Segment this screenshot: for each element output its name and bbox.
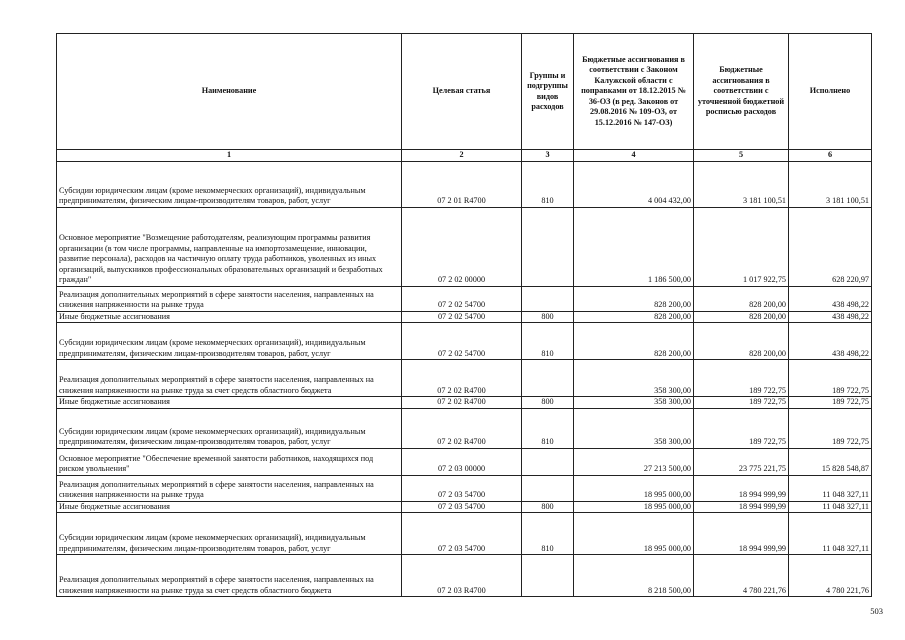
row-executed-amount: 189 722,75 <box>789 408 872 448</box>
row-target-code: 07 2 03 00000 <box>402 448 522 475</box>
row-name: Иные бюджетные ассигнования <box>57 397 402 409</box>
row-group-code <box>522 555 574 597</box>
row-group-code: 810 <box>522 323 574 360</box>
row-group-code <box>522 475 574 501</box>
table-row <box>57 555 872 597</box>
row-name: Иные бюджетные ассигнования <box>57 501 402 513</box>
row-group-code: 800 <box>522 311 574 323</box>
row-group-code: 800 <box>522 397 574 409</box>
row-name: Субсидии юридическим лицам (кроме некоммерческих организаций), индивидуальным предпринимателям, физическим лицам-производителям товаров, работ, услуг <box>57 513 402 555</box>
row-name: Иные бюджетные ассигнования <box>57 311 402 323</box>
table-row <box>57 360 872 397</box>
table-row <box>57 513 872 555</box>
column-number: 1 <box>57 150 402 162</box>
row-target-code: 07 2 01 R4700 <box>402 161 522 207</box>
row-executed-amount: 189 722,75 <box>789 360 872 397</box>
row-group-code: 810 <box>522 513 574 555</box>
row-refined-amount: 18 994 999,99 <box>694 475 789 501</box>
column-number: 3 <box>522 150 574 162</box>
row-group-code <box>522 207 574 286</box>
row-name: Реализация дополнительных мероприятий в сфере занятости населения, направленных на снижения напряженности на рынке труда за счет средств областного бюджета <box>57 360 402 397</box>
table-row <box>57 448 872 475</box>
row-law-amount: 828 200,00 <box>574 286 694 311</box>
budget-table <box>56 33 872 597</box>
table-row <box>57 311 872 323</box>
row-target-code: 07 2 02 54700 <box>402 311 522 323</box>
row-executed-amount: 189 722,75 <box>789 397 872 409</box>
row-refined-amount: 1 017 922,75 <box>694 207 789 286</box>
row-executed-amount: 4 780 221,76 <box>789 555 872 597</box>
row-name: Основное мероприятие "Возмещение работодателям, реализующим программы развития организации (в том числе программы, направленные на импортозамещение, инновации, развитие персонала), расходов на частичную оплату труда работников, уволенных из иных организаций, выпускников профессиональных образовательных организаций и безработных граждан" <box>57 207 402 286</box>
row-executed-amount: 438 498,22 <box>789 323 872 360</box>
row-law-amount: 18 995 000,00 <box>574 513 694 555</box>
header-target-article: Целевая статья <box>402 34 522 150</box>
row-executed-amount: 438 498,22 <box>789 286 872 311</box>
table-row <box>57 501 872 513</box>
row-executed-amount: 3 181 100,51 <box>789 161 872 207</box>
table-row <box>57 161 872 207</box>
row-executed-amount: 438 498,22 <box>789 311 872 323</box>
row-name: Реализация дополнительных мероприятий в сфере занятости населения, направленных на снижения напряженности на рынке труда за счет средств областного бюджета <box>57 555 402 597</box>
table-row <box>57 323 872 360</box>
header-row <box>57 34 872 150</box>
row-law-amount: 358 300,00 <box>574 397 694 409</box>
row-law-amount: 358 300,00 <box>574 408 694 448</box>
table-row <box>57 207 872 286</box>
header-refined-allocations: Бюджетные ассигнования в соответствии с уточненной бюджетной росписью расходов <box>694 34 789 150</box>
row-refined-amount: 828 200,00 <box>694 323 789 360</box>
row-group-code: 800 <box>522 501 574 513</box>
row-target-code: 07 2 03 54700 <box>402 513 522 555</box>
row-refined-amount: 189 722,75 <box>694 360 789 397</box>
row-law-amount: 828 200,00 <box>574 311 694 323</box>
row-target-code: 07 2 03 54700 <box>402 475 522 501</box>
column-number: 5 <box>694 150 789 162</box>
column-number: 6 <box>789 150 872 162</box>
row-group-code: 810 <box>522 161 574 207</box>
row-executed-amount: 15 828 548,87 <box>789 448 872 475</box>
row-target-code: 07 2 02 R4700 <box>402 397 522 409</box>
row-refined-amount: 828 200,00 <box>694 286 789 311</box>
row-executed-amount: 628 220,97 <box>789 207 872 286</box>
row-refined-amount: 23 775 221,75 <box>694 448 789 475</box>
row-refined-amount: 189 722,75 <box>694 397 789 409</box>
column-number: 4 <box>574 150 694 162</box>
table-row <box>57 286 872 311</box>
row-refined-amount: 3 181 100,51 <box>694 161 789 207</box>
row-name: Реализация дополнительных мероприятий в сфере занятости населения, направленных на снижения напряженности на рынке труда <box>57 286 402 311</box>
row-name: Субсидии юридическим лицам (кроме некоммерческих организаций), индивидуальным предпринимателям, физическим лицам-производителям товаров, работ, услуг <box>57 323 402 360</box>
header-law-allocations: Бюджетные ассигнования в соответствии с Законом Калужской области с поправками от 18.12.2015 № 36-ОЗ (в ред. Законов от 29.08.2016 № 109-ОЗ, от 15.12.2016 № 147-ОЗ) <box>574 34 694 150</box>
column-number-row <box>57 150 872 162</box>
row-law-amount: 828 200,00 <box>574 323 694 360</box>
row-law-amount: 358 300,00 <box>574 360 694 397</box>
row-law-amount: 8 218 500,00 <box>574 555 694 597</box>
header-expense-groups: Группы и подгруппы видов расходов <box>522 34 574 150</box>
table-row <box>57 408 872 448</box>
row-group-code <box>522 448 574 475</box>
table-row <box>57 397 872 409</box>
row-refined-amount: 18 994 999,99 <box>694 501 789 513</box>
row-group-code <box>522 360 574 397</box>
row-target-code: 07 2 02 54700 <box>402 323 522 360</box>
header-name: Наименование <box>57 34 402 150</box>
row-name: Реализация дополнительных мероприятий в сфере занятости населения, направленных на снижения напряженности на рынке труда <box>57 475 402 501</box>
row-target-code: 07 2 03 54700 <box>402 501 522 513</box>
row-law-amount: 18 995 000,00 <box>574 501 694 513</box>
row-law-amount: 1 186 500,00 <box>574 207 694 286</box>
row-target-code: 07 2 03 R4700 <box>402 555 522 597</box>
row-refined-amount: 4 780 221,76 <box>694 555 789 597</box>
row-refined-amount: 18 994 999,99 <box>694 513 789 555</box>
row-executed-amount: 11 048 327,11 <box>789 501 872 513</box>
row-executed-amount: 11 048 327,11 <box>789 475 872 501</box>
page-number: 503 <box>870 606 883 616</box>
row-target-code: 07 2 02 00000 <box>402 207 522 286</box>
row-target-code: 07 2 02 54700 <box>402 286 522 311</box>
row-group-code <box>522 286 574 311</box>
row-name: Субсидии юридическим лицам (кроме некоммерческих организаций), индивидуальным предпринимателям, физическим лицам-производителям товаров, работ, услуг <box>57 161 402 207</box>
column-number: 2 <box>402 150 522 162</box>
row-law-amount: 27 213 500,00 <box>574 448 694 475</box>
header-executed: Исполнено <box>789 34 872 150</box>
row-executed-amount: 11 048 327,11 <box>789 513 872 555</box>
row-target-code: 07 2 02 R4700 <box>402 408 522 448</box>
row-name: Субсидии юридическим лицам (кроме некоммерческих организаций), индивидуальным предпринимателям, физическим лицам-производителям товаров, работ, услуг <box>57 408 402 448</box>
row-law-amount: 4 004 432,00 <box>574 161 694 207</box>
table-row <box>57 475 872 501</box>
row-refined-amount: 189 722,75 <box>694 408 789 448</box>
row-law-amount: 18 995 000,00 <box>574 475 694 501</box>
row-group-code: 810 <box>522 408 574 448</box>
row-target-code: 07 2 02 R4700 <box>402 360 522 397</box>
row-name: Основное мероприятие "Обеспечение временной занятости работников, находящихся под риском увольнения" <box>57 448 402 475</box>
row-refined-amount: 828 200,00 <box>694 311 789 323</box>
